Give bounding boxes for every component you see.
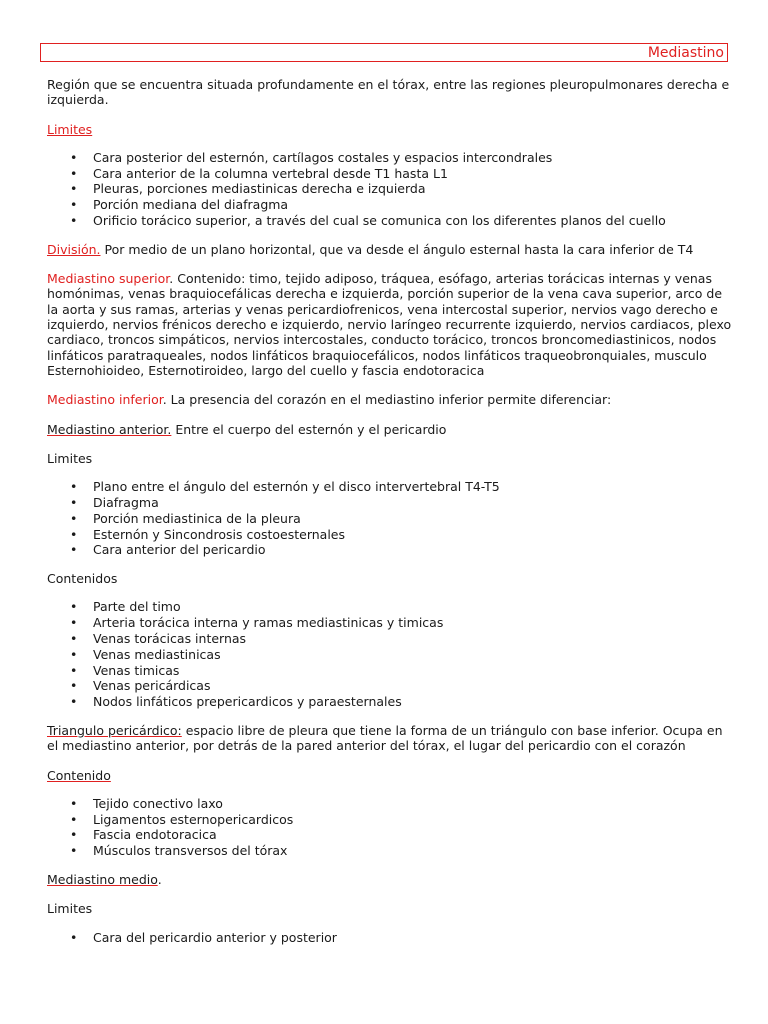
triangulo-label: Triangulo pericárdico:: [47, 723, 182, 738]
medio-label: Mediastino medio: [47, 872, 158, 888]
list-item: • Cara del pericardio anterior y posterior: [47, 930, 737, 946]
list-item: • Músculos transversos del tórax: [47, 843, 737, 859]
list-item: • Venas torácicas internas: [47, 631, 737, 647]
list-item: • Nodos linfáticos prepericardicos y paraesternales: [47, 694, 737, 710]
list-item: • Parte del timo: [47, 599, 737, 615]
document-body: [47, 77, 737, 958]
anterior-limites-list: [47, 479, 737, 558]
list-item: • Esternón y Sincondrosis costoesternales: [47, 527, 737, 543]
anterior-label: Mediastino anterior.: [47, 421, 172, 437]
list-item: • Venas mediastinicas: [47, 647, 737, 663]
list-item: • Cara anterior del pericardio: [47, 542, 737, 558]
triangulo-contenido-list: [47, 796, 737, 859]
inferior-label: Mediastino inferior: [47, 392, 163, 408]
list-item: • Porción mediana del diafragma: [47, 197, 737, 213]
superior-paragraph: Mediastino superior. Contenido: timo, tejido adiposo, tráquea, esófago, arterias torácicas internas y venas homónimas, venas braquiocefálicas derecha e izquierda, porción superior de la vena cava superior, arco de la aorta y sus ramas, arterias y venas pericardiofrenicos, vena intercostal superior, nervios vago derecho e izquierdo, nervios frénicos derecho e izquierdo, nervio laríngeo recurrente izquierdo, nervios cardiacos, plexo cardiaco, troncos simpáticos, nervios intercostales, conducto torácico, troncos broncomediastinicos, nodos linfáticos paratraqueales, nodos linfáticos braquiocefálicos, nodos linfáticos traqueobronquiales, musculo Esternohioideo, Esternotiroideo, largo del cuello y fascia endotoracica: [47, 271, 732, 378]
anterior-contenidos-list: [47, 599, 737, 710]
list-item: • Venas timicas: [47, 663, 737, 679]
list-item: • Tejido conectivo laxo: [47, 796, 737, 812]
document-header: [40, 43, 728, 62]
medio-limites-heading: Limites: [47, 901, 93, 917]
anterior-limites-heading: Limites: [47, 450, 93, 466]
medio-limites-list: [47, 930, 737, 946]
triangulo-paragraph: Triangulo pericárdico: espacio libre de pleura que tiene la forma de un triángulo con base inferior. Ocupa en el mediastino anterior, por detrás de la pared anterior del tórax, el lugar del pericardio con el corazón: [47, 723, 723, 754]
division-paragraph: División. Por medio de un plano horizontal, que va desde el ángulo esternal hasta la cara inferior de T4: [47, 241, 694, 257]
intro-paragraph: Región que se encuentra situada profundamente en el tórax, entre las regiones pleuropulmonares derecha e izquierda.: [47, 77, 730, 108]
list-item: • Cara posterior del esternón, cartílagos costales y espacios intercondrales: [47, 150, 737, 166]
medio-paragraph: Mediastino medio.: [47, 872, 162, 888]
triangulo-contenido-heading: Contenido: [47, 767, 111, 783]
list-item: • Venas pericárdicas: [47, 678, 737, 694]
list-item: • Ligamentos esternopericardicos: [47, 812, 737, 828]
limites-list: [47, 150, 737, 229]
superior-label: Mediastino superior: [47, 271, 170, 287]
list-item: • Diafragma: [47, 495, 737, 511]
list-item: • Porción mediastinica de la pleura: [47, 511, 737, 527]
anterior-paragraph: Mediastino anterior. Entre el cuerpo del esternón y el pericardio: [47, 421, 447, 437]
anterior-contenidos-heading: Contenidos: [47, 571, 118, 587]
division-label: División.: [47, 241, 101, 257]
inferior-paragraph: Mediastino inferior. La presencia del corazón en el mediastino inferior permite diferenciar:: [47, 392, 612, 408]
list-item: • Cara anterior de la columna vertebral desde T1 hasta L1: [47, 166, 737, 182]
document-title: Mediastino: [647, 45, 724, 61]
list-item: • Orificio torácico superior, a través del cual se comunica con los diferentes planos del cuello: [47, 213, 737, 229]
list-item: • Pleuras, porciones mediastinicas derecha e izquierda: [47, 181, 737, 197]
list-item: • Fascia endotoracica: [47, 827, 737, 843]
list-item: • Arteria torácica interna y ramas mediastinicas y timicas: [47, 615, 737, 631]
list-item: • Plano entre el ángulo del esternón y el disco intervertebral T4-T5: [47, 479, 737, 495]
limites-heading: Limites: [47, 121, 93, 137]
